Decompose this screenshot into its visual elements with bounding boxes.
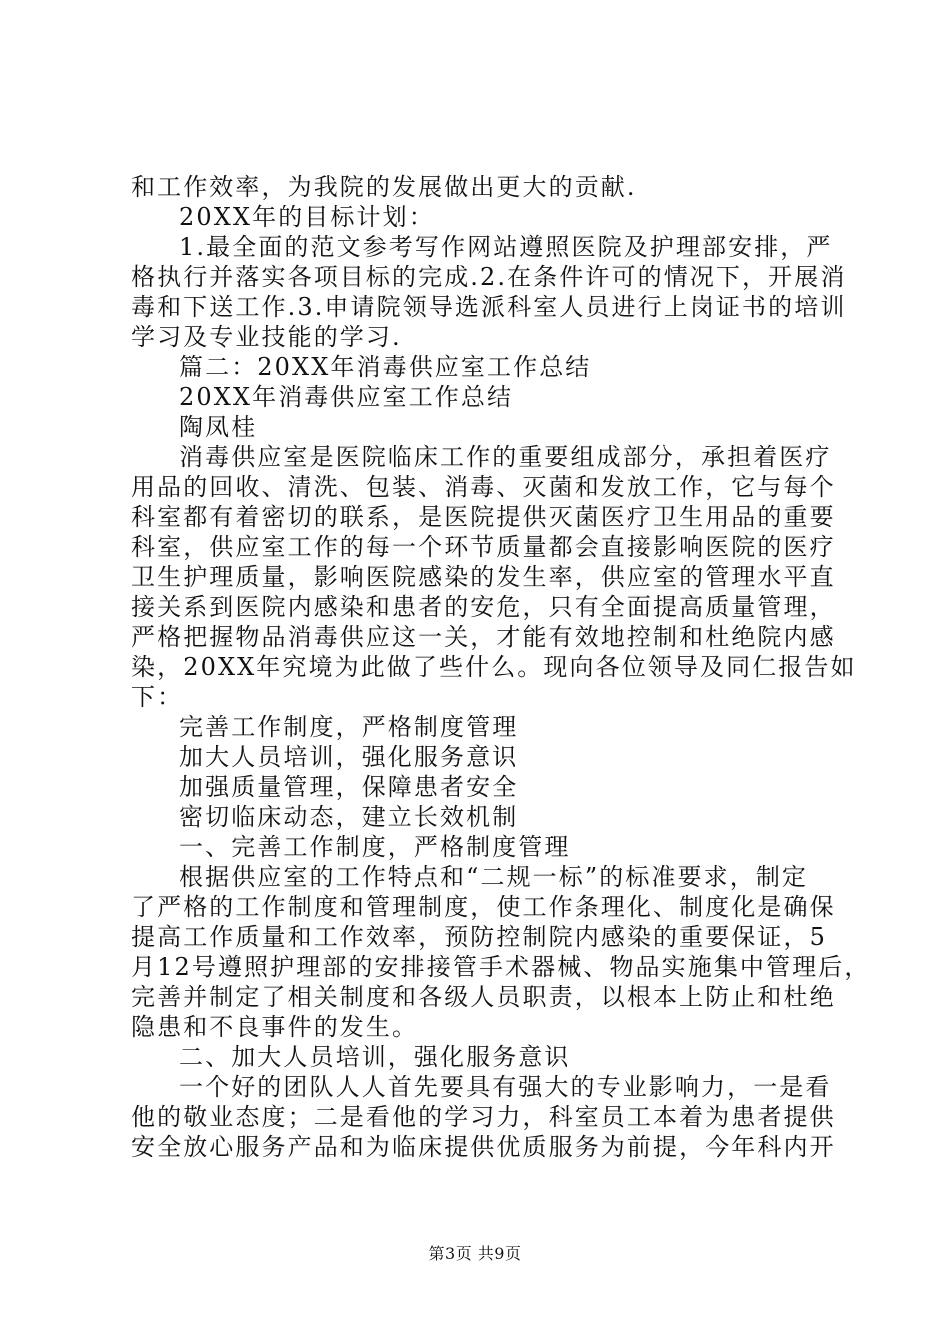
text-line: 一个好的团队人人首先要具有强大的专业影响力，一是看 — [179, 1073, 832, 1101]
text-line: 接关系到医院内感染和患者的安危，只有全面提高质量管理， — [131, 593, 836, 621]
text-line: 加大人员培训，强化服务意识 — [179, 743, 519, 771]
text-line: 毒和下送工作.3.申请院领导选派科室人员进行上岗证书的培训 — [131, 293, 847, 321]
text-line: 染，20XX年究境为此做了些什么。现向各位领导及同仁报告如 — [131, 653, 857, 681]
text-line: 密切临床动态，建立长效机制 — [179, 803, 519, 831]
page-footer: 第3页 共9页 — [428, 1244, 522, 1263]
text-line: 二、加大人员培训，强化服务意识 — [179, 1043, 571, 1071]
text-line: 完善并制定了相关制度和各级人员职责，以根本上防止和杜绝 — [131, 983, 836, 1011]
text-line: 根据供应室的工作特点和“二规一标”的标准要求，制定 — [179, 863, 809, 891]
text-line: 安全放心服务产品和为临床提供优质服务为前提，今年科内开 — [131, 1133, 836, 1161]
text-line: 篇二：20XX年消毒供应室工作总结 — [179, 353, 592, 381]
text-line: 消毒供应室是医院临床工作的重要组成部分，承担着医疗 — [179, 443, 832, 471]
text-line: 科室，供应室工作的每一个环节质量都会直接影响医院的医疗 — [131, 533, 836, 561]
text-line: 20XX年的目标计划： — [179, 203, 435, 231]
text-line: 科室都有着密切的联系，是医院提供灭菌医疗卫生用品的重要 — [131, 503, 836, 531]
text-line: 用品的回收、清洗、包装、消毒、灭菌和发放工作，它与每个 — [131, 473, 836, 501]
text-line: 下： — [131, 683, 184, 711]
text-line: 加强质量管理，保障患者安全 — [179, 773, 519, 801]
text-line: 格执行并落实各项目标的完成.2.在条件许可的情况下，开展消 — [131, 263, 847, 291]
text-line: 陶凤桂 — [179, 413, 258, 441]
text-line: 他的敬业态度；二是看他的学习力，科室员工本着为患者提供 — [131, 1103, 836, 1131]
text-line: 学习及专业技能的学习. — [131, 323, 402, 351]
document-body — [131, 172, 871, 1162]
text-line: 隐患和不良事件的发生。 — [131, 1013, 419, 1041]
text-line: 和工作效率，为我院的发展做出更大的贡献. — [131, 173, 637, 201]
text-line: 了严格的工作制度和管理制度，使工作条理化、制度化是确保 — [131, 893, 836, 921]
text-line: 一、完善工作制度，严格制度管理 — [179, 833, 571, 861]
text-line: 月12号遵照护理部的安排接管手术器械、物品实施集中管理后， — [131, 953, 871, 981]
text-line: 20XX年消毒供应室工作总结 — [179, 383, 514, 411]
text-line: 卫生护理质量，影响医院感染的发生率，供应室的管理水平直 — [131, 563, 836, 591]
text-line: 提高工作质量和工作效率，预防控制院内感染的重要保证，5 — [131, 923, 827, 951]
text-line: 完善工作制度，严格制度管理 — [179, 713, 519, 741]
text-line: 严格把握物品消毒供应这一关，才能有效地控制和杜绝院内感 — [131, 623, 836, 651]
text-line: 1.最全面的范文参考写作网站遵照医院及护理部安排，严 — [179, 233, 833, 261]
